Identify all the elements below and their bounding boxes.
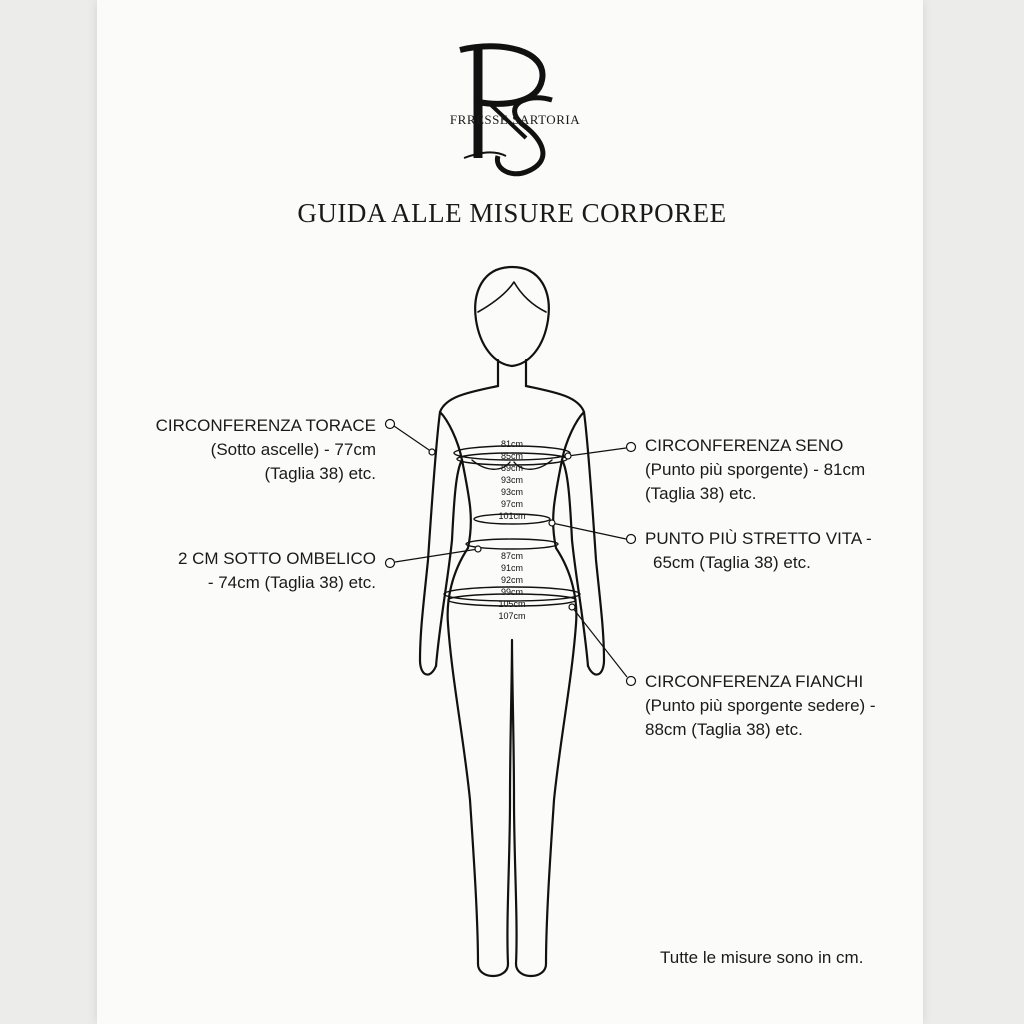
label-line: (Taglia 38) etc.	[264, 464, 376, 483]
upper-scale-label: 97cm	[500, 499, 524, 509]
label-line: 88cm (Taglia 38) etc.	[645, 720, 803, 739]
upper-scale-label: 93cm	[500, 487, 524, 497]
upper-scale-label: 101cm	[498, 511, 526, 521]
hair-line	[478, 282, 546, 312]
label-punto-stretto-vita	[645, 527, 872, 575]
label-line: 2 CM SOTTO OMBELICO	[177, 549, 376, 568]
brand-name: FRRESSE SARTORIA	[449, 112, 581, 127]
upper-scale-label: 85cm	[500, 451, 524, 461]
upper-scale-label: 89cm	[500, 463, 524, 473]
label-circonferenza-torace	[100, 414, 376, 486]
label-line: - 74cm (Taglia 38) etc.	[207, 573, 376, 592]
label-line: (Punto più sporgente) - 81cm	[645, 460, 866, 479]
lower-scale-label: 87cm	[500, 551, 524, 561]
label-circonferenza-seno	[645, 434, 865, 506]
label-line: (Sotto ascelle) - 77cm	[210, 440, 376, 459]
head-outline	[475, 267, 549, 366]
upper-scale-label: 81cm	[500, 439, 524, 449]
label-sotto-ombelico	[100, 547, 376, 595]
label-line: CIRCONFERENZA TORACE	[155, 416, 376, 435]
label-line: (Punto più sporgente sedere) -	[645, 696, 876, 715]
label-circonferenza-fianchi	[645, 670, 876, 742]
label-line: (Taglia 38) etc.	[645, 484, 757, 503]
lower-scale-label: 91cm	[500, 563, 524, 573]
label-line: CIRCONFERENZA SENO	[645, 436, 844, 455]
lower-scale-label: 92cm	[500, 575, 524, 585]
label-line: PUNTO PIÙ STRETTO VITA -	[645, 529, 872, 548]
label-line: 65cm (Taglia 38) etc.	[653, 553, 811, 572]
upper-scale-label: 93cm	[500, 475, 524, 485]
lower-scale-label: 107cm	[498, 611, 526, 621]
page-title: GUIDA ALLE MISURE CORPOREE	[297, 198, 727, 228]
lower-scale-label: 99cm	[500, 587, 524, 597]
lower-scale-label: 105cm	[498, 599, 526, 609]
units-footnote: Tutte le misure sono in cm.	[660, 948, 864, 967]
label-line: CIRCONFERENZA FIANCHI	[645, 672, 864, 691]
